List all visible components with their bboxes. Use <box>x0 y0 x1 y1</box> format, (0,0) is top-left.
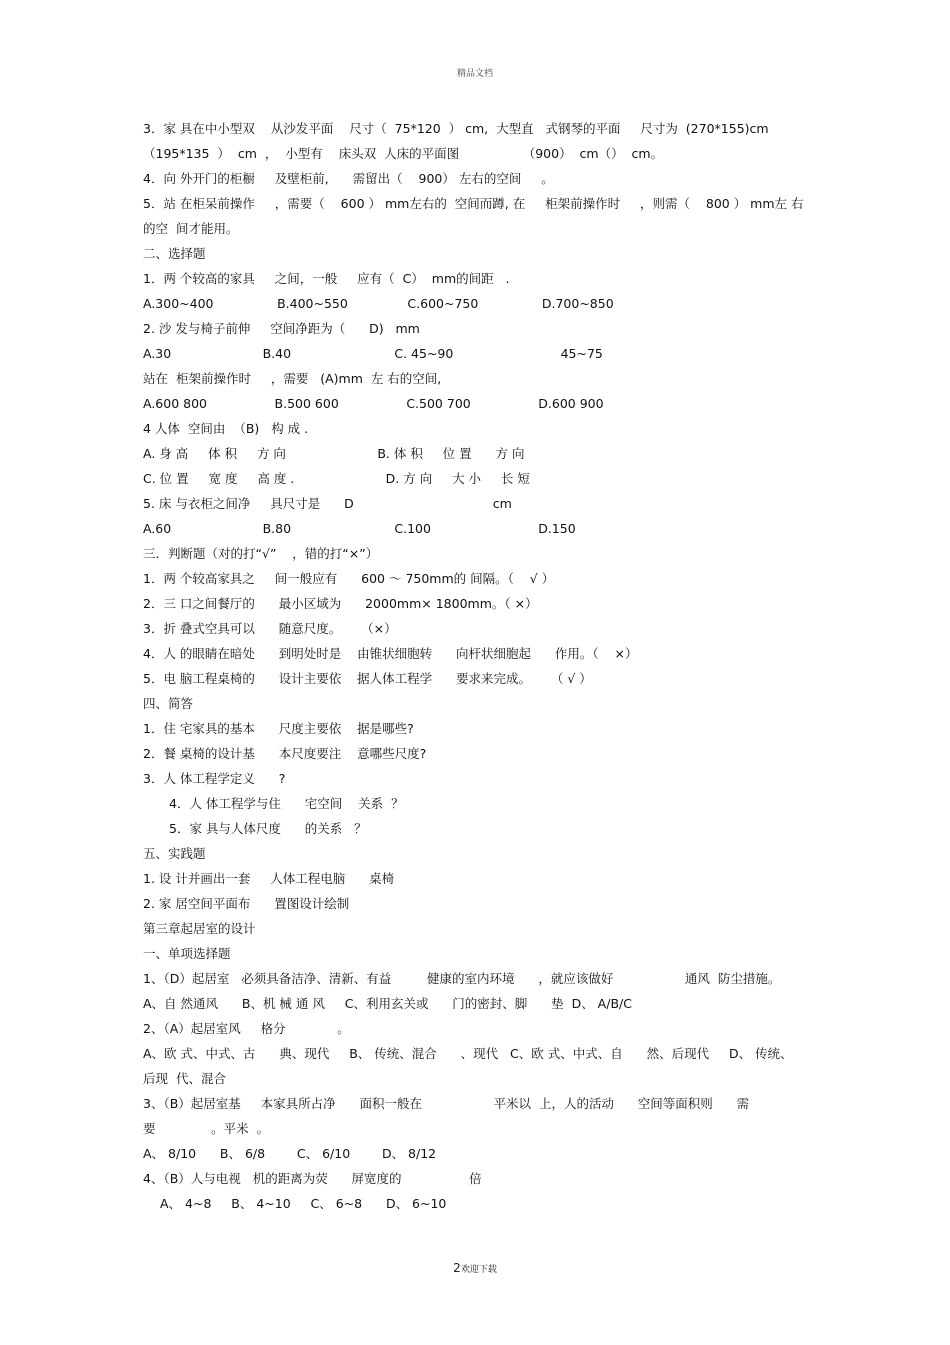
text-line: 4、（B）人与电视 机的距离为荧 屏宽度的 倍 <box>143 1171 482 1186</box>
text-line: 4 人体 空间由 （B) 构 成 . <box>143 421 309 436</box>
text-line: 2、（A）起居室风 格分 。 <box>143 1021 350 1036</box>
options-line: A、自 然通风 B、机 械 通 风 C、利用玄关或 门的密封、脚 垫 D、 A/B/C <box>143 996 632 1011</box>
options-line: C. 位 置 宽 度 高 度 . D. 方 向 大 小 长 短 <box>143 471 530 486</box>
text-line: 2．餐 桌椅的设计基 本尺度要注 意哪些尺度? <box>143 746 427 761</box>
text-line: 1．两 个较高家具之 间一般应有 600 ～ 750mm的 间隔。（ √ ） <box>143 571 555 586</box>
options-line: A、 8/10 B、 6/8 C、 6/10 D、 8/12 <box>143 1146 437 1161</box>
text-line: 5．站 在柜呆前操作 ，需要（ 600 ） mm左右的 空间而蹲, 在 柜架前操作时 ，则需（ 800 ） mm左 右 <box>143 196 804 211</box>
text-line: 2. 家 居空间平面布 置图设计绘制 <box>143 896 350 911</box>
text-line: 要 。平米 。 <box>143 1121 270 1136</box>
section-heading: 四、简答 <box>143 696 194 711</box>
text-line: 1．两 个较高的家具 之间，一般 应有（ C） mm的间距 . <box>143 271 510 286</box>
options-line: A.300~400 B.400~550 C.600~750 D.700~850 <box>143 296 614 311</box>
text-line: （195*135 ） cm ， 小型有 床头双 人床的平面图 （900） cm（） cm。 <box>143 146 664 161</box>
text-line: 5. 床 与衣柜之间净 具尺寸是 D cm <box>143 496 512 511</box>
section-heading: 三．判断题（对的打“√” ，错的打“×”） <box>143 546 379 561</box>
text-line: 4．人 的眼睛在暗处 到明处时是 由锥状细胞转 向杆状细胞起 作用。（ ×） <box>143 646 638 661</box>
section-heading: 一、单项选择题 <box>143 946 231 961</box>
text-line: 2. 沙 发与椅子前伸 空间净距为（ D) mm <box>143 321 420 336</box>
text-line: 站在 柜架前操作时 ，需要 (A)mm 左 右的空间, <box>143 371 442 386</box>
options-line: A.600 800 B.500 600 C.500 700 D.600 900 <box>143 396 604 411</box>
text-line: 1、（D）起居室 必须具备洁净、清新、有益 健康的室内环境 ，就应该做好 通风 防尘措施。 <box>143 971 781 986</box>
text-line: 的空 间才能用。 <box>143 221 239 236</box>
options-line: A. 身 高 体 积 方 向 B. 体 积 位 置 方 向 <box>143 446 525 461</box>
footer-text: 欢迎下载 <box>460 1265 497 1275</box>
text-line: 4．人 体工程学与住 宅空间 关系 ？ <box>169 796 404 811</box>
options-line: 后现 代、混合 <box>143 1071 226 1086</box>
options-line: A.30 B.40 C. 45~90 45~75 <box>143 346 603 361</box>
chapter-heading: 第三章起居室的设计 <box>143 921 256 936</box>
page-footer <box>0 1261 950 1275</box>
text-line: 3．家 具在中小型双 从沙发平面 尺寸（ 75*120 ） cm, 大型直 式钢琴的平面 尺寸为 (270*155)cm <box>143 121 769 136</box>
text-line: 1．住 宅家具的基本 尺度主要依 据是哪些? <box>143 721 414 736</box>
page-number: 2 <box>453 1261 461 1275</box>
text-line: 3．人 体工程学定义 ? <box>143 771 286 786</box>
text-line: 5．家 具与人体尺度 的关系 ？ <box>169 821 367 836</box>
section-heading: 二、选择题 <box>143 246 206 261</box>
text-line: 3．折 叠式空具可以 随意尺度。 （×） <box>143 621 397 636</box>
text-line: 2．三 口之间餐厅的 最小区域为 2000mm× 1800mm。（ ×） <box>143 596 538 611</box>
section-heading: 五、实践题 <box>143 846 206 861</box>
document-body <box>143 116 823 1216</box>
options-line: A.60 B.80 C.100 D.150 <box>143 521 576 536</box>
text-line: 4．向 外开门的柜橱 及壁柜前, 需留出（ 900） 左右的空间 。 <box>143 171 554 186</box>
options-line: A、欧 式、中式、古 典、现代 B、 传统、混合 、现代 C、欧 式、中式、自 然、后现代 D、 传统、 <box>143 1046 793 1061</box>
text-line: 1. 设 计并画出一套 人体工程电脑 桌椅 <box>143 871 395 886</box>
page-header: 精品文档 <box>456 69 493 79</box>
text-line: 3、（B）起居室基 本家具所占净 面积一般在 平米以 上，人的活动 空间等面积则 需 <box>143 1096 750 1111</box>
options-line: A、 4~8 B、 4~10 C、 6~8 D、 6~10 <box>160 1196 447 1211</box>
text-line: 5．电 脑工程桌椅的 设计主要依 据人体工程学 要求来完成。 （ √ ） <box>143 671 592 686</box>
